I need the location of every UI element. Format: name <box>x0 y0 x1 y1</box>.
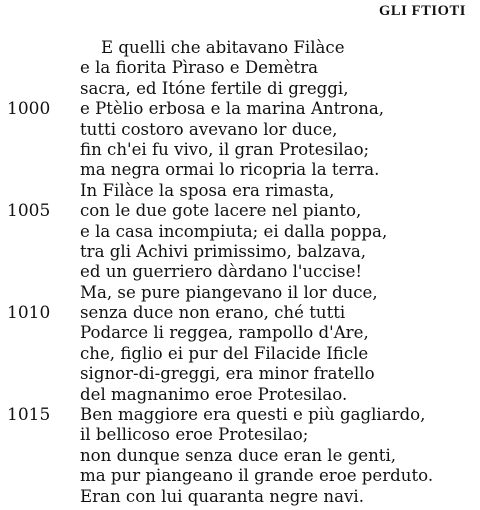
verse-line <box>0 303 480 323</box>
verse-line <box>0 222 480 242</box>
verse-line <box>0 242 480 262</box>
line-number: 1010 <box>7 303 51 324</box>
line-number: 1005 <box>7 201 51 222</box>
verse-text: con le due gote lacere nel pianto, <box>80 201 362 221</box>
verse-line <box>0 38 480 58</box>
poem-body <box>0 38 480 507</box>
verse-line <box>0 160 480 180</box>
verse-line <box>0 99 480 119</box>
verse-line <box>0 466 480 486</box>
verse-text: signor-di-greggi, era minor fratello <box>80 364 375 384</box>
verse-line <box>0 140 480 160</box>
verse-text: fin ch'ei fu vivo, il gran Protesilao; <box>80 139 370 159</box>
verse-line <box>0 283 480 303</box>
verse-text: il bellicoso eroe Protesilao; <box>80 425 309 445</box>
running-header: GLI FTIOTI <box>379 3 466 19</box>
verse-text: In Filàce la sposa era rimasta, <box>80 180 335 200</box>
verse-line <box>0 323 480 343</box>
line-number: 1015 <box>7 405 51 426</box>
verse-text: senza duce non erano, ché tutti <box>80 303 346 323</box>
verse-line <box>0 120 480 140</box>
verse-line <box>0 344 480 364</box>
verse-line <box>0 446 480 466</box>
verse-text: Ben maggiore era questi e più gagliardo, <box>80 405 426 425</box>
verse-text: Ma, se pure piangevano il lor duce, <box>80 282 378 302</box>
verse-line <box>0 79 480 99</box>
verse-text: del magnanimo eroe Protesilao. <box>80 384 348 404</box>
verse-text: tra gli Achivi primissimo, balzava, <box>80 241 367 261</box>
verse-text: Podarce li reggea, rampollo d'Are, <box>80 323 369 343</box>
verse-line <box>0 405 480 425</box>
verse-text: ma negra ormai lo ricopria la terra. <box>80 160 380 180</box>
verse-text: e Ptèlio erbosa e la marina Antrona, <box>80 99 385 119</box>
verse-text: ma pur piangeano il grande eroe perduto. <box>80 466 434 486</box>
verse-text: sacra, ed Itóne fertile di greggi, <box>80 78 349 98</box>
verse-text: E quelli che abitavano Filàce <box>101 38 345 57</box>
line-number: 1000 <box>7 99 51 120</box>
verse-text: che, figlio ei pur del Filacide Ificle <box>80 343 369 363</box>
verse-line <box>0 58 480 78</box>
verse-line <box>0 364 480 384</box>
verse-text: tutti costoro avevano lor duce, <box>80 119 338 139</box>
verse-line <box>0 425 480 445</box>
verse-text: Eran con lui quaranta negre navi. <box>80 486 364 506</box>
verse-text: e la fiorita Pìraso e Demètra <box>80 58 319 78</box>
verse-line <box>0 385 480 405</box>
verse-line <box>0 262 480 282</box>
verse-line <box>0 201 480 221</box>
verse-text: ed un guerriero dàrdano l'uccise! <box>80 262 363 282</box>
verse-text: e la casa incompiuta; ei dalla poppa, <box>80 221 388 241</box>
verse-line <box>0 487 480 507</box>
verse-text: non dunque senza duce eran le genti, <box>80 445 397 465</box>
verse-line <box>0 181 480 201</box>
